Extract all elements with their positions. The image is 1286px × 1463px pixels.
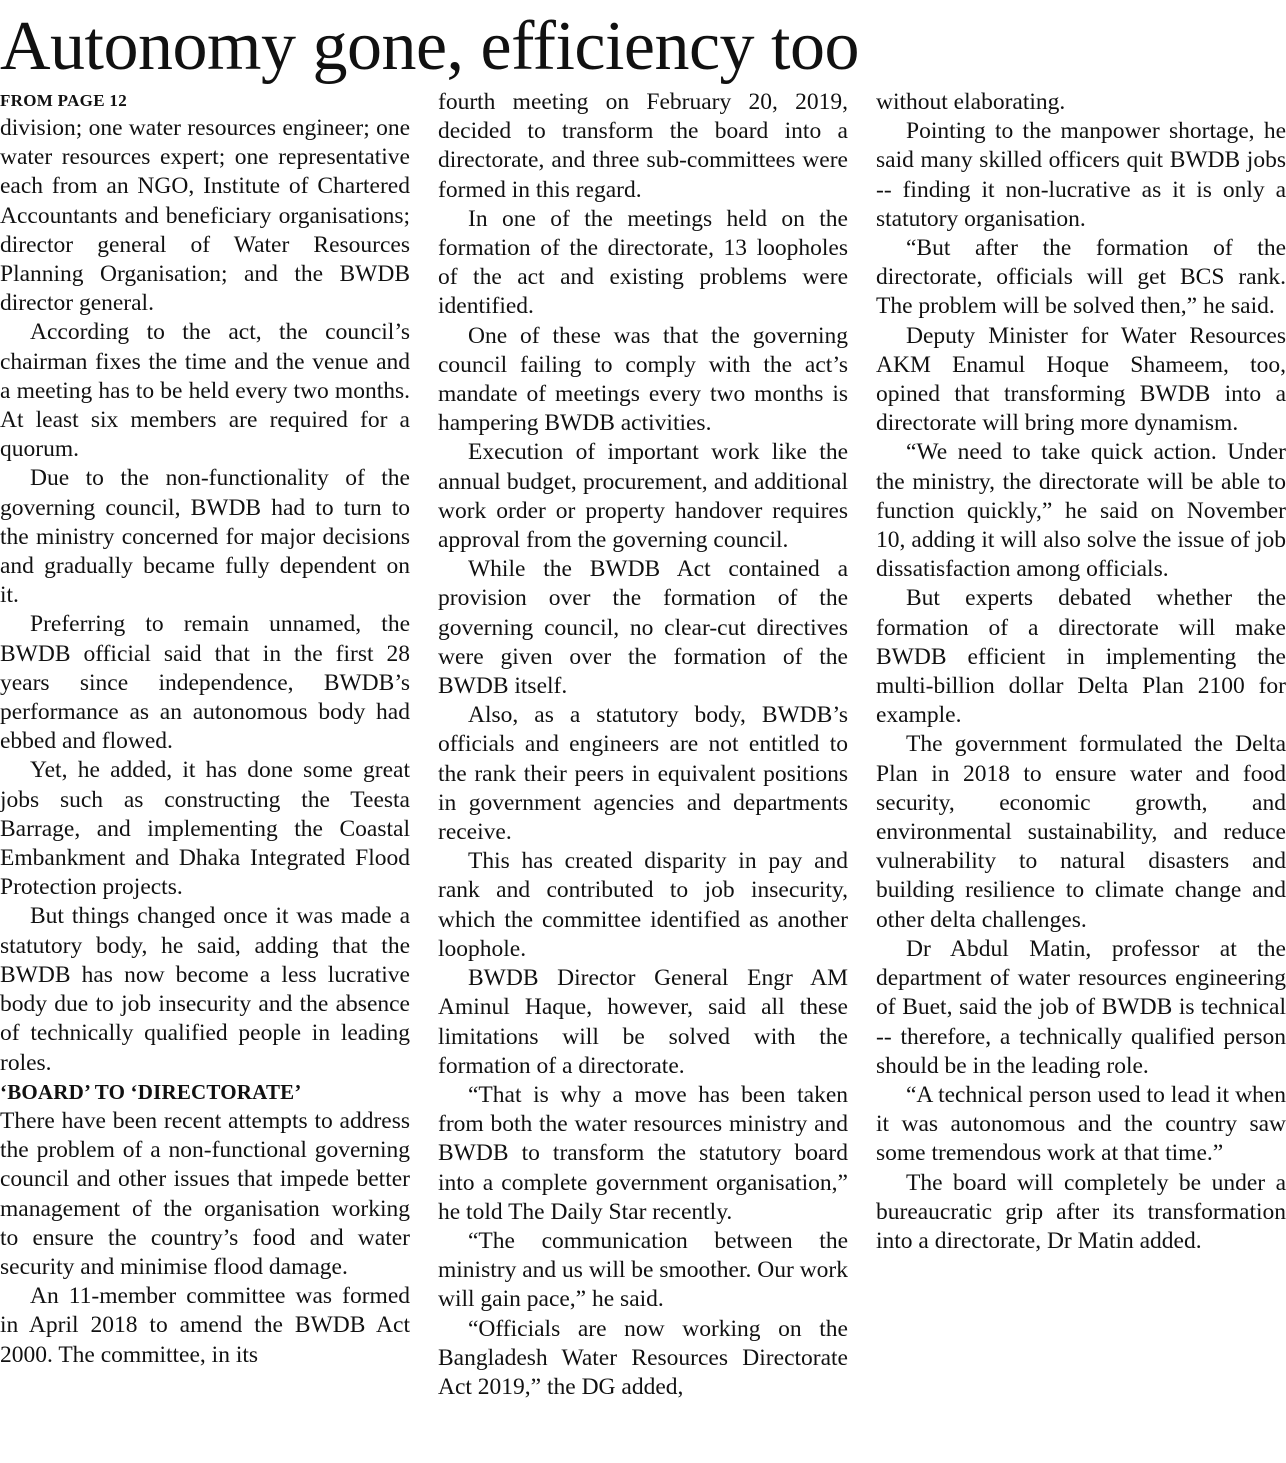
jump-line: FROM PAGE 12	[0, 91, 127, 110]
paragraph: In one of the meetings held on the formation of the directorate, 13 loopholes of the act and existing problems were identified.	[438, 205, 848, 320]
paragraph: There have been recent attempts to address the problem of a non-functional governing council and other issues that impede better management of the organisation working to ensure the country’s food and water security and minimise flood damage.	[0, 1107, 410, 1280]
paragraph: BWDB Director General Engr AM Aminul Haque, however, said all these limitations will be solved with the formation of a directorate.	[438, 965, 848, 1079]
article-column-3	[876, 88, 1286, 1256]
paragraph: An 11-member committee was formed in April 2018 to amend the BWDB Act 2000. The committee, in its	[0, 1283, 410, 1368]
paragraph: Preferring to remain unnamed, the BWDB official said that in the first 28 years since independence, BWDB’s performance as an autonomous body had ebbed and flowed.	[0, 611, 410, 755]
paragraph: Pointing to the manpower shortage, he said many skilled officers quit BWDB jobs -- finding it non-lucrative as it is only a statutory organisation.	[876, 118, 1286, 232]
paragraph: “But after the formation of the directorate, officials will get BCS rank. The problem will be solved then,” he said.	[876, 235, 1286, 320]
paragraph: fourth meeting on February 20, 2019, decided to transform the board into a directorate, and three sub-committees were formed in this regard.	[438, 89, 848, 203]
paragraph: Deputy Minister for Water Resources AKM Enamul Hoque Shameem, too, opined that transforming BWDB into a directorate will bring more dynamism.	[876, 322, 1286, 437]
paragraph: “A technical person used to lead it when it was autonomous and the country saw some tremendous work at that time.”	[876, 1081, 1286, 1167]
paragraph: division; one water resources engineer; one water resources expert; one representative each from an NGO, Institute of Chartered Accountants and beneficiary organisations; director general of Water Resources Planning Organisation; and the BWDB director general.	[0, 115, 410, 317]
paragraph: Execution of important work like the annual budget, procurement, and additional work order or property handover requires approval from the governing council.	[438, 439, 848, 554]
paragraph: According to the act, the council’s chairman fixes the time and the venue and a meeting has to be held every two months. At least six members are required for a quorum.	[0, 319, 410, 463]
paragraph: without elaborating.	[876, 89, 1066, 115]
paragraph: “The communication between the ministry and us will be smoother. Our work will gain pace,” he said.	[438, 1227, 848, 1313]
paragraph: “That is why a move has been taken from both the water resources ministry and BWDB to transform the statutory board into a complete government organisation,” he told The Daily Star recently.	[438, 1081, 848, 1225]
article-column-2	[438, 88, 848, 1402]
paragraph: “We need to take quick action. Under the ministry, the directorate will be able to function quickly,” he said on November 10, adding it will also solve the issue of job dissatisfaction among officials.	[876, 439, 1286, 583]
paragraph: The government formulated the Delta Plan in 2018 to ensure water and food security, economic growth, and environmental sustainability, and reduce vulnerability to natural disasters and building resilience to climate change and other delta challenges.	[876, 731, 1286, 933]
paragraph: But experts debated whether the formation of a directorate will make BWDB efficient in implementing the multi-billion dollar Delta Plan 2100 for example.	[876, 585, 1286, 729]
paragraph: While the BWDB Act contained a provision over the formation of the governing council, no clear-cut directives were given over the formation of the BWDB itself.	[438, 556, 848, 700]
article-headline: Autonomy gone, efficiency too	[0, 8, 859, 85]
paragraph: Also, as a statutory body, BWDB’s officials and engineers are not entitled to the rank their peers in equivalent positions in government agencies and departments receive.	[438, 702, 848, 846]
paragraph: This has created disparity in pay and rank and contributed to job insecurity, which the committee identified as another loophole.	[438, 848, 848, 962]
paragraph: One of these was that the governing council failing to comply with the act’s mandate of meetings every two months is hampering BWDB activities.	[438, 322, 848, 437]
paragraph: But things changed once it was made a statutory body, he said, adding that the BWDB has now become a less lucrative body due to job insecurity and the absence of technically qualified people in leading roles.	[0, 903, 410, 1076]
paragraph: Due to the non-functionality of the governing council, BWDB had to turn to the ministry concerned for major decisions and gradually became fully dependent on it.	[0, 465, 410, 609]
paragraph: Dr Abdul Matin, professor at the department of water resources engineering of Buet, said the job of BWDB is technical -- therefore, a technically qualified person should be in the leading role.	[876, 935, 1286, 1079]
paragraph: “Officials are now working on the Bangladesh Water Resources Directorate Act 2019,” the DG added,	[438, 1315, 848, 1400]
article-column-1	[0, 88, 410, 1370]
paragraph: Yet, he added, it has done some great jobs such as constructing the Teesta Barrage, and implementing the Coastal Embankment and Dhaka Integrated Flood Protection projects.	[0, 757, 410, 901]
paragraph: The board will completely be under a bureaucratic grip after its transformation into a directorate, Dr Matin added.	[876, 1169, 1286, 1254]
section-subhead: ‘BOARD’ TO ‘DIRECTORATE’	[0, 1079, 302, 1104]
